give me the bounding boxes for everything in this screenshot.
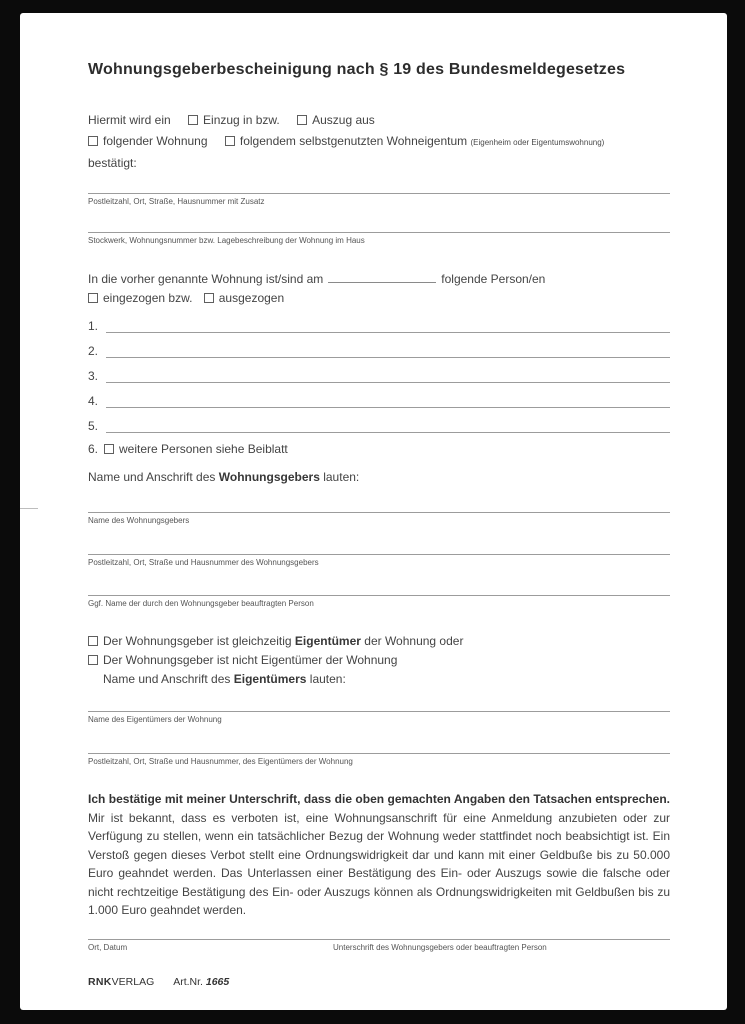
ausgezogen-checkbox[interactable] (204, 293, 214, 303)
intro-suffix: bestätigt: (88, 156, 137, 170)
owner-same-checkbox[interactable] (88, 636, 98, 646)
einzug-checkbox[interactable] (188, 115, 198, 125)
landlord-heading-prefix: Name und Anschrift des (88, 470, 216, 484)
owner-same-bold: Eigentümer (294, 634, 361, 648)
auszug-label: Auszug aus (312, 113, 375, 127)
landlord-heading-bold: Wohnungsgebers (218, 470, 320, 484)
address-input-line[interactable] (88, 193, 670, 194)
move-after-date: folgende Person/en (441, 272, 546, 286)
landlord-address-input-line[interactable] (88, 554, 670, 555)
person-number: 4. (88, 394, 99, 408)
weitere-personen-label: weitere Personen siehe Beiblatt (119, 442, 288, 456)
ausgezogen-label: ausgezogen (218, 291, 285, 305)
landlord-agent-label: Ggf. Name der durch den Wohnungsgeber beauftragten Person (88, 599, 314, 608)
address-field (88, 193, 670, 206)
person-number: 3. (88, 369, 99, 383)
owner-name-field (88, 711, 670, 724)
landlord-name-field (88, 512, 670, 525)
move-date-input[interactable] (328, 272, 436, 283)
owner-same-prefix: Der Wohnungsgeber ist gleichzeitig (103, 634, 292, 648)
floor-field-label: Stockwerk, Wohnungsnummer bzw. Lagebeschreibung der Wohnung im Haus (88, 236, 365, 245)
person-input-line[interactable] (106, 388, 670, 408)
landlord-agent-input-line[interactable] (88, 595, 670, 596)
person-row-1 (88, 313, 670, 333)
publisher-name-rest: VERLAG (111, 975, 155, 988)
person-input-line[interactable] (106, 363, 670, 383)
landlord-address-field (88, 554, 670, 567)
person-row-5 (88, 413, 670, 433)
floor-input-line[interactable] (88, 232, 670, 233)
intro-line-1 (88, 110, 670, 131)
signature-left-label: Ort, Datum (88, 942, 128, 952)
article-number-label: Art.Nr. (173, 975, 203, 988)
person-row-3 (88, 363, 670, 383)
intro-line-2 (88, 131, 670, 153)
owner-not-checkbox[interactable] (88, 655, 98, 665)
landlord-heading (88, 470, 670, 484)
landlord-name-input-line[interactable] (88, 512, 670, 513)
person-input-line[interactable] (106, 413, 670, 433)
signature-section (88, 939, 670, 955)
owner-address-input-line[interactable] (88, 753, 670, 754)
owner-option-1 (88, 632, 670, 651)
landlord-heading-suffix: lauten: (323, 470, 360, 484)
person-row-6 (88, 442, 670, 456)
owner-address-field (88, 753, 670, 766)
owner-option-2 (88, 651, 670, 670)
move-line-2 (88, 289, 670, 308)
owner-not-label: Der Wohnungsgeber ist nicht Eigentümer der Wohnung (103, 653, 398, 667)
auszug-checkbox[interactable] (297, 115, 307, 125)
landlord-address-label: Postleitzahl, Ort, Straße und Hausnummer des Wohnungsgebers (88, 558, 319, 567)
wohnung-label: folgender Wohnung (103, 134, 208, 148)
landlord-agent-field (88, 595, 670, 608)
eingezogen-label: eingezogen bzw. (103, 291, 193, 305)
owner-address-label: Postleitzahl, Ort, Straße und Hausnummer, des Eigentümers der Wohnung (88, 757, 353, 766)
article-number-value: 1665 (205, 975, 230, 988)
declaration-lead: Ich bestätige mit meiner Unterschrift, dass die oben gemachten Angaben den Tatsachen entsprechen. (88, 792, 670, 806)
publisher-name-bold: RNK (88, 975, 112, 988)
owner-section (88, 632, 670, 689)
address-field-label: Postleitzahl, Ort, Straße, Hausnummer mit Zusatz (88, 197, 265, 206)
move-line-1 (88, 270, 670, 289)
owner-heading (103, 670, 670, 689)
owner-heading-prefix: Name und Anschrift des (103, 672, 231, 686)
person-input-line[interactable] (106, 313, 670, 333)
persons-list (88, 313, 670, 456)
declaration-body: Mir ist bekannt, dass es verboten ist, eine Wohnungsanschrift für eine Anmeldung anzubieten oder zur Verfügung zu stellen, wenn ein tatsächlicher Bezug der Wohnung weder stattfindet noch beabsichtigt ist. Ein Verstoß gegen dieses Verbot stellt eine Ordnungswidrigkeit dar und kann mit einer Geldbuße bis zu 50.000 Euro geahndet werden. Das Unterlassen einer Bestätigung des Ein- oder Auszugs sowie die falsche oder nicht rechtzeitige Bestätigung des Ein- oder Auszugs können als Ordnungswidrigkeiten mit Geldbußen bis zu 1.000 Euro geahndet werden. (88, 810, 670, 917)
owner-heading-suffix: lauten: (309, 672, 346, 686)
owner-same-suffix: der Wohnung oder (364, 634, 464, 648)
landlord-name-label: Name des Wohnungsgebers (88, 516, 190, 525)
wohneigentum-label: folgendem selbstgenutzten Wohneigentum (239, 134, 468, 148)
wohneigentum-note: (Eigenheim oder Eigentumswohnung) (470, 138, 605, 147)
form-page (20, 13, 727, 1010)
declaration-paragraph (88, 790, 670, 920)
wohneigentum-checkbox[interactable] (225, 136, 235, 146)
signature-labels (88, 943, 670, 955)
einzug-label: Einzug in bzw. (203, 113, 280, 127)
intro-section (88, 110, 670, 174)
owner-name-label: Name des Eigentümers der Wohnung (88, 715, 222, 724)
wohnung-checkbox[interactable] (88, 136, 98, 146)
intro-prefix: Hiermit wird ein (88, 113, 171, 127)
eingezogen-checkbox[interactable] (88, 293, 98, 303)
fold-mark (20, 508, 38, 509)
weitere-personen-checkbox[interactable] (104, 444, 114, 454)
owner-name-input-line[interactable] (88, 711, 670, 712)
publisher-footer (88, 976, 670, 988)
floor-field (88, 232, 670, 245)
page-title: Wohnungsgeberbescheinigung nach § 19 des Bundesmeldegesetzes (88, 61, 626, 78)
person-number: 1. (88, 319, 99, 333)
owner-heading-bold: Eigentümers (233, 672, 307, 686)
move-before-date: In die vorher genannte Wohnung ist/sind am (88, 272, 324, 286)
form-content (20, 13, 727, 988)
person-input-line[interactable] (106, 338, 670, 358)
signature-input-line[interactable] (88, 939, 670, 940)
person-number: 6. (88, 442, 99, 456)
person-row-4 (88, 388, 670, 408)
person-number: 5. (88, 419, 99, 433)
person-number: 2. (88, 344, 99, 358)
person-row-2 (88, 338, 670, 358)
move-section (88, 270, 670, 308)
signature-right-label: Unterschrift des Wohnungsgebers oder beauftragten Person (333, 942, 547, 952)
